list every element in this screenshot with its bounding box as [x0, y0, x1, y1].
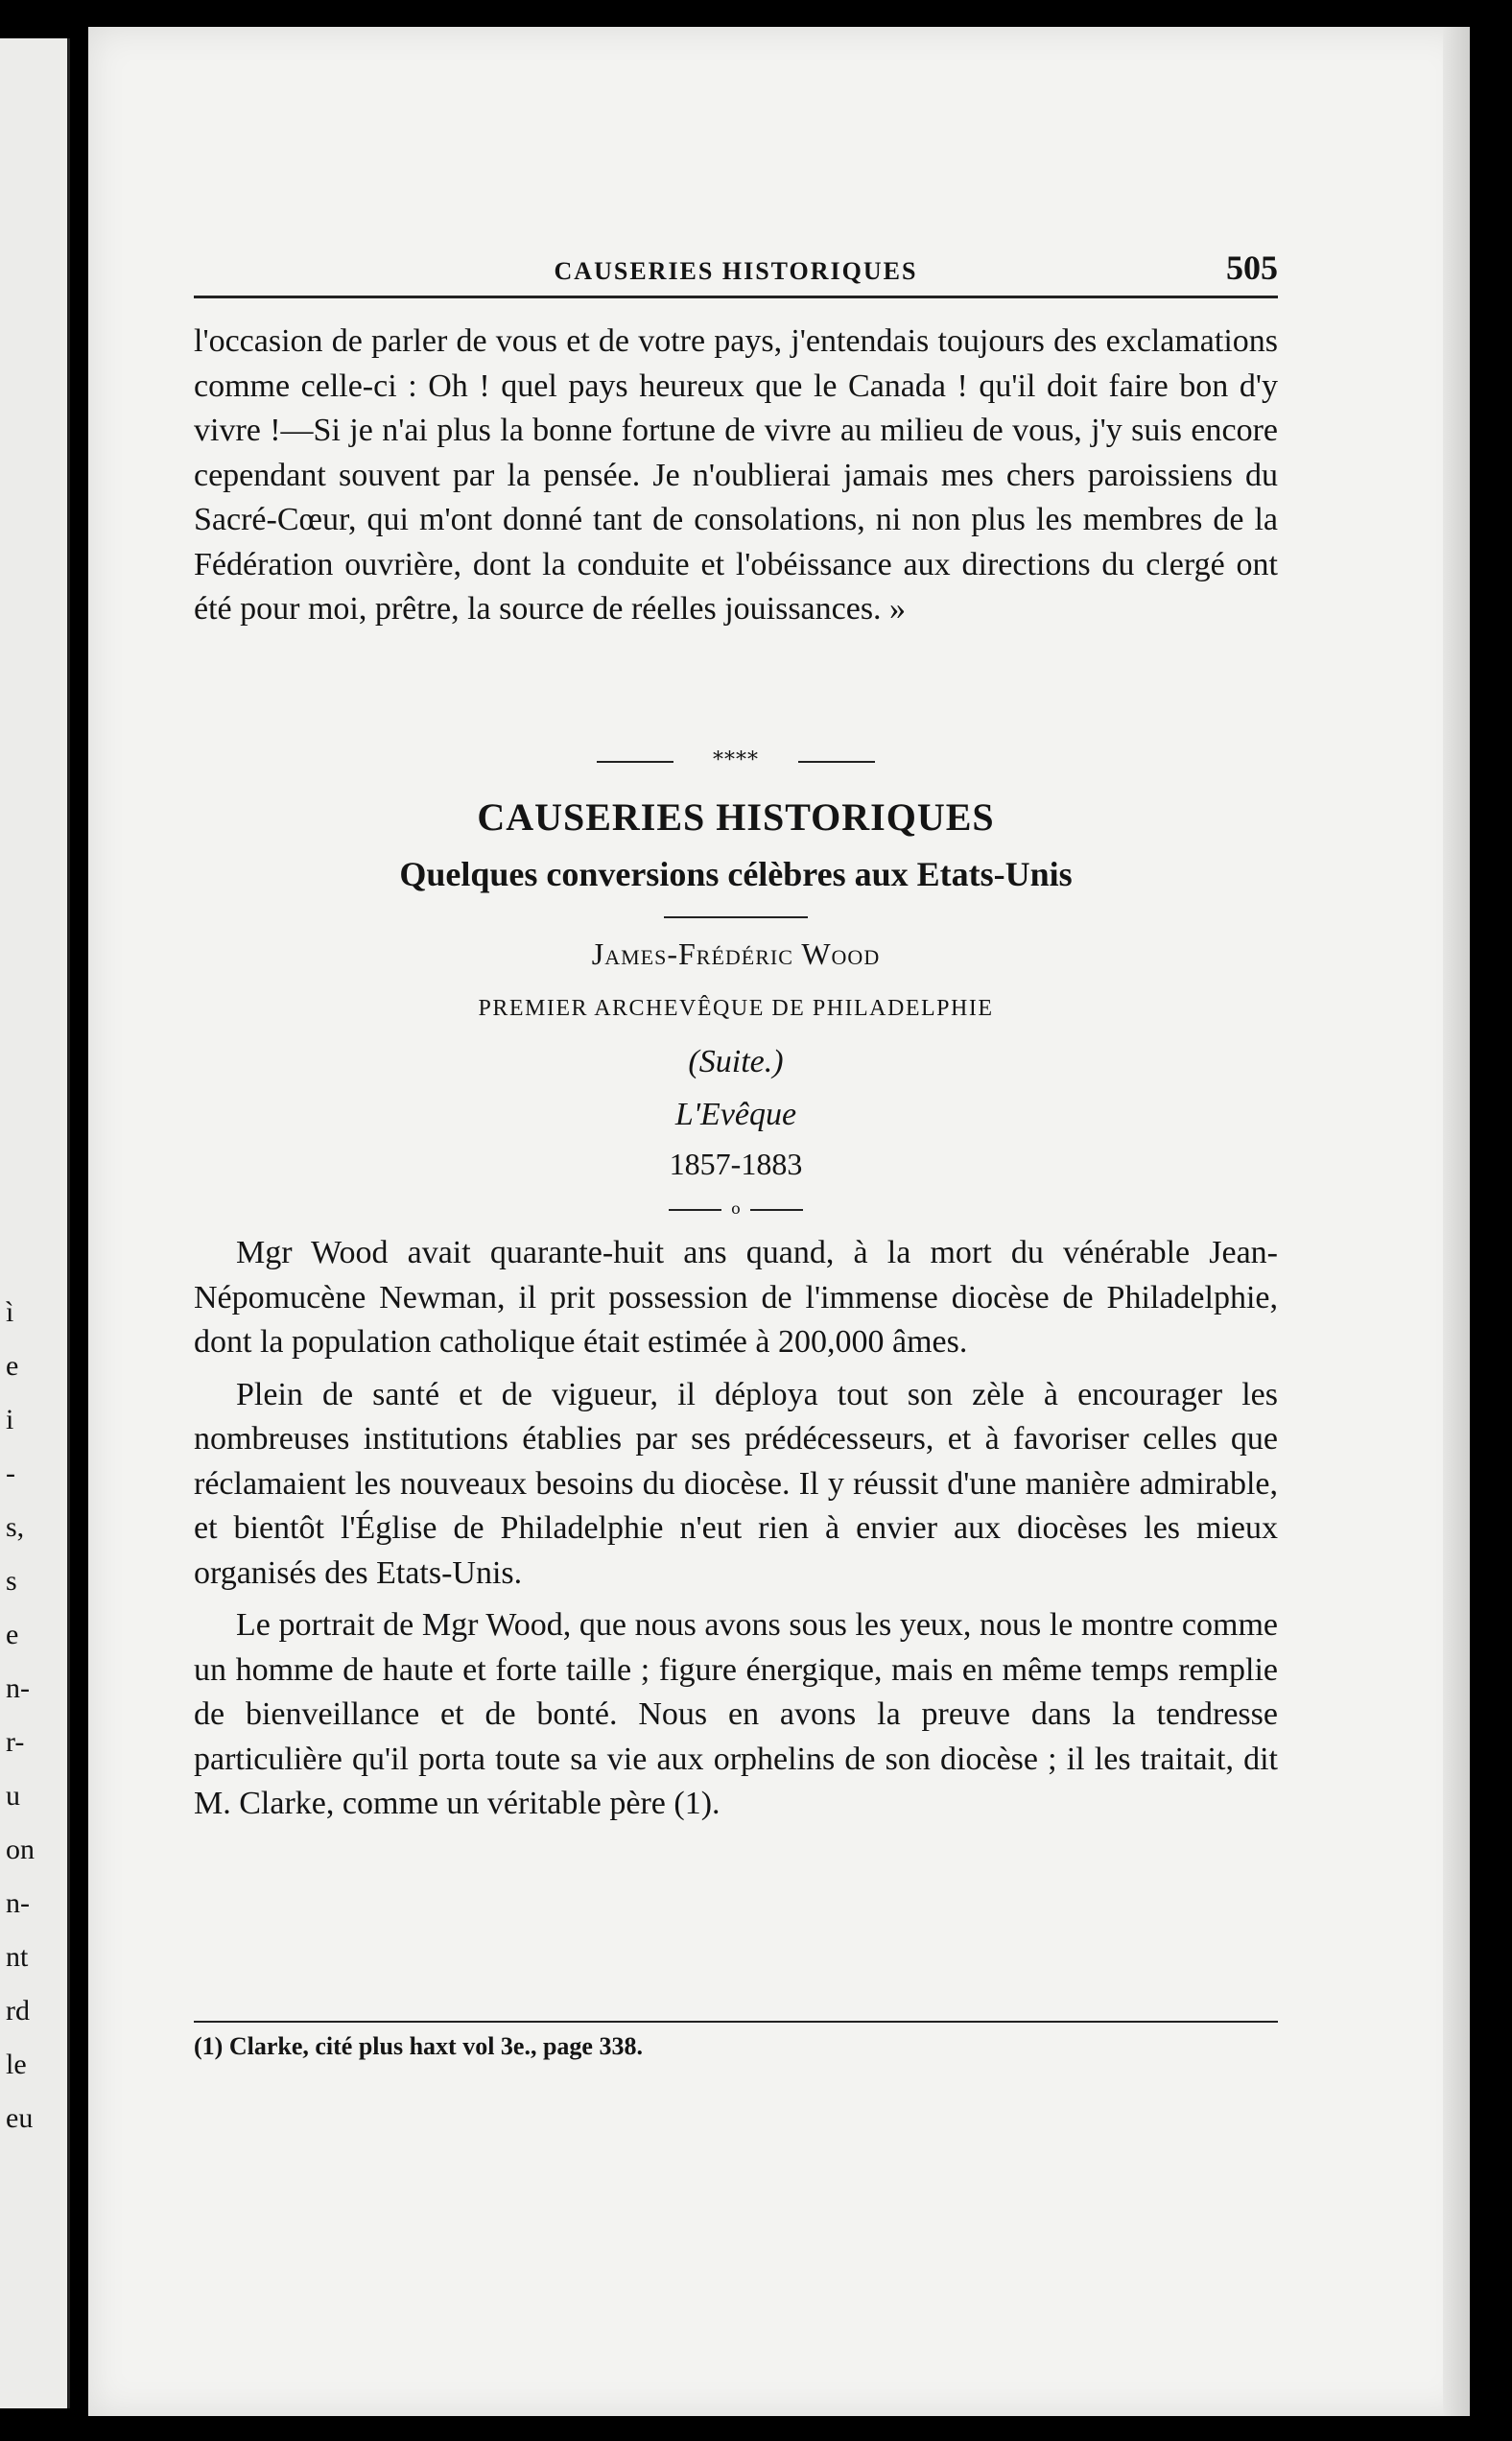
- margin-fragment: le: [6, 2049, 27, 2080]
- margin-fragment: r-: [6, 1726, 25, 1758]
- article-paragraph: Plein de santé et de vigueur, il déploya tout son zèle à encourager les nombreuses institutions établies par ses prédécesseurs, et à favoriser celles que réclamaient les nouveaux besoins du diocèse. Il y réussit d'une manière admirable, et bientôt l'Église de Philadelphie n'eut rien à envier aux diocèses les mieux organisés des Etats-Unis.: [194, 1376, 1278, 1591]
- article-body: [194, 1231, 1278, 1835]
- article-paragraph: Le portrait de Mgr Wood, que nous avons sous les yeux, nous le montre comme un homme de haute et forte taille ; figure énergique, mais en même temps remplie de bienveillance et de bonté. Nous en avons la preuve dans la tendresse particulière qu'il porta toute sa vie aux orphelins de son diocèse ; il les traitait, dit M. Clarke, comme un véritable père (1).: [194, 1607, 1278, 1821]
- margin-fragment: n-: [6, 1672, 30, 1704]
- margin-fragment: on: [6, 1834, 35, 1865]
- section-title: CAUSERIES HISTORIQUES: [477, 795, 995, 839]
- title-rule: [664, 916, 808, 918]
- margin-fragment: rd: [6, 1995, 30, 2026]
- small-divider: o: [669, 1199, 803, 1218]
- margin-fragment: s: [6, 1565, 17, 1597]
- left-page-margin-fragments: [6, 1286, 63, 2145]
- margin-fragment: i: [6, 1404, 14, 1435]
- margin-fragment: s,: [6, 1511, 25, 1543]
- section-subtitle: Quelques conversions célèbres aux Etats-Unis: [399, 855, 1073, 893]
- continuation-note: (Suite.): [688, 1044, 784, 1079]
- intro-paragraph-text: l'occasion de parler de vous et de votre pays, j'entendais toujours des exclamations comme celle-ci : Oh ! quel pays heureux que le Canada ! qu'il doit faire bon d'y vivre !—Si je n'ai plus la bonne fortune de vivre au milieu de vous, j'y suis encore cependant souvent par la pensée. Je n'oublierai jamais mes chers paroissiens du Sacré-Cœur, qui m'ont donné tant de consolations, ni non plus les membres de la Fédération ouvrière, dont la conduite et l'obéissance aux directions du clergé ont été pour moi, prêtre, la source de réelles jouissances. »: [194, 323, 1278, 627]
- section-ornament: ****: [597, 748, 875, 772]
- running-title: CAUSERIES HISTORIQUES: [554, 257, 918, 285]
- person-name: James-Frédéric Wood: [591, 936, 881, 971]
- margin-fragment: n-: [6, 1887, 30, 1919]
- header-rule: [194, 296, 1278, 298]
- margin-fragment: u: [6, 1780, 20, 1812]
- margin-fragment: ì: [6, 1296, 14, 1328]
- footnote-rule: [194, 2021, 1278, 2023]
- page-number: 505: [1226, 249, 1278, 287]
- left-page-edge: [0, 38, 70, 2408]
- article-paragraph: Mgr Wood avait quarante-huit ans quand, à la mort du vénérable Jean-Népomucène Newman, il prit possession de l'immense diocèse de Philadelphie, dont la population catholique était estimée à 200,000 âmes.: [194, 1235, 1278, 1360]
- margin-fragment: nt: [6, 1941, 29, 1973]
- margin-fragment: e: [6, 1619, 19, 1650]
- margin-fragment: -: [6, 1457, 15, 1489]
- margin-fragment: e: [6, 1350, 19, 1382]
- margin-fragment: eu: [6, 2102, 34, 2134]
- page-stack-edge: [1443, 27, 1470, 2416]
- intro-paragraph: [194, 320, 1278, 632]
- book-page: [88, 27, 1470, 2416]
- person-title: PREMIER ARCHEVÊQUE DE PHILADELPHIE: [478, 996, 994, 1021]
- chapter-heading: L'Evêque: [674, 1097, 797, 1132]
- chapter-years: 1857-1883: [669, 1147, 803, 1181]
- running-head: [194, 248, 1278, 296]
- footnote: (1) Clarke, cité plus haxt vol 3e., page 338.: [194, 2032, 643, 2060]
